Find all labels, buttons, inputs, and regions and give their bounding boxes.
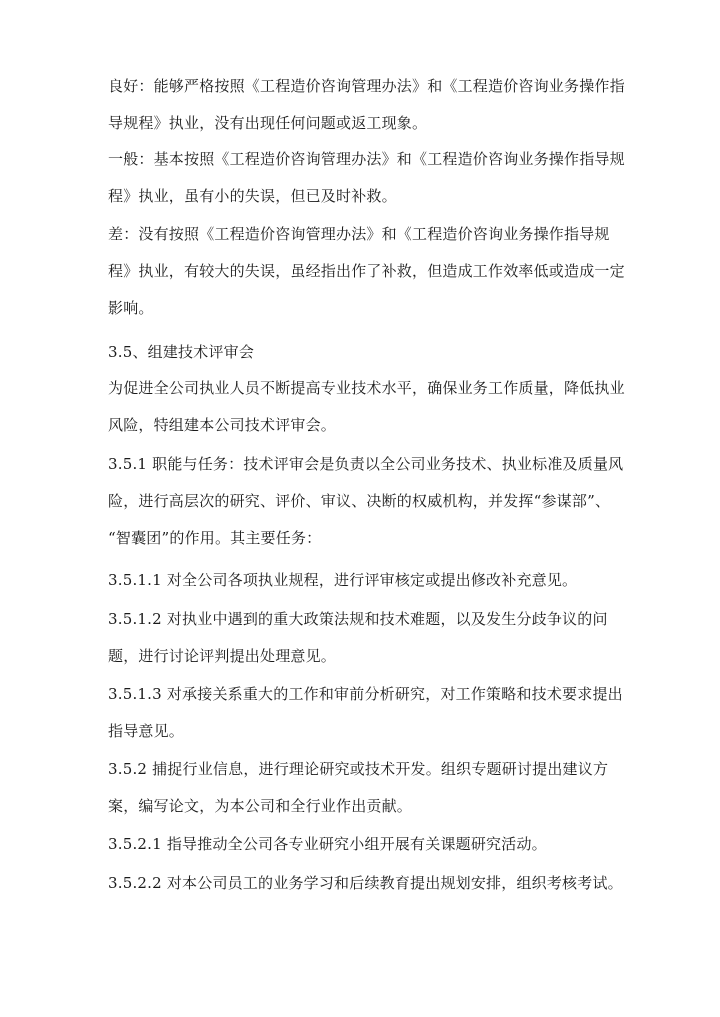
text-line: “智囊团”的作用。其主要任务： xyxy=(108,529,322,547)
paragraph-grade-good xyxy=(108,68,625,142)
paragraph-3-5-2-1 xyxy=(108,826,608,863)
text-line: 3.5、组建技术评审会 xyxy=(108,343,255,361)
paragraph-3-5-1-3 xyxy=(108,676,623,750)
text-line: 3.5.1.2 对执业中遇到的重大政策法规和技术难题，以及发生分歧争议的问 xyxy=(108,610,608,628)
paragraph-3-5-1-2 xyxy=(108,601,608,675)
text-line: 一般：基本按照《工程造价咨询管理办法》和《工程造价咨询业务操作指导规 xyxy=(108,150,625,168)
paragraph-3-5-1-1 xyxy=(108,562,608,599)
text-line: 3.5.1 职能与任务：技术评审会是负责以全公司业务技术、执业标准及质量风 xyxy=(108,455,624,473)
text-line: 影响。 xyxy=(108,299,154,317)
paragraph-purpose xyxy=(108,370,625,444)
text-line: 良好：能够严格按照《工程造价咨询管理办法》和《工程造价咨询业务操作指 xyxy=(108,77,625,95)
text-line: 3.5.2.1 指导推动全公司各专业研究小组开展有关课题研究活动。 xyxy=(108,835,547,853)
text-line: 3.5.2.2 对本公司员工的业务学习和后续教育提出规划安排，组织考核考试。 xyxy=(108,874,623,892)
paragraph-3-5-2 xyxy=(108,751,608,825)
text-line: 风险，特组建本公司技术评审会。 xyxy=(108,416,337,434)
text-line: 指导意见。 xyxy=(108,722,185,740)
text-line: 程》执业，虽有小的失误，但已及时补救。 xyxy=(108,187,397,205)
text-line: 3.5.1.3 对承接关系重大的工作和审前分析研究，对工作策略和技术要求提出 xyxy=(108,685,623,703)
text-line: 3.5.2 捕捉行业信息，进行理论研究或技术开发。组织专题研讨提出建议方 xyxy=(108,760,609,778)
text-line: 差：没有按照《工程造价咨询管理办法》和《工程造价咨询业务操作指导规 xyxy=(108,225,610,243)
text-line: 程》执业，有较大的失误，虽经指出作了补救，但造成工作效率低或造成一定 xyxy=(108,262,625,280)
text-line: 导规程》执业，没有出现任何问题或返工现象。 xyxy=(108,114,428,132)
text-line: 3.5.1.1 对全公司各项执业规程，进行评审核定或提出修改补充意见。 xyxy=(108,571,578,589)
paragraph-3-5-2-2 xyxy=(108,865,623,902)
paragraph-3-5-1 xyxy=(108,446,624,557)
section-heading-3-5 xyxy=(108,334,608,371)
text-line: 为促进全公司执业人员不断提高专业技术水平，确保业务工作质量，降低执业 xyxy=(108,379,625,397)
text-line: 题，进行讨论评判提出处理意见。 xyxy=(108,647,337,665)
paragraph-grade-average xyxy=(108,141,625,215)
text-line: 案，编写论文，为本公司和全行业作出贡献。 xyxy=(108,797,413,815)
paragraph-grade-poor xyxy=(108,216,625,327)
text-line: 险，进行高层次的研究、评价、审议、决断的权威机构，并发挥“参谋部”、 xyxy=(108,492,611,510)
